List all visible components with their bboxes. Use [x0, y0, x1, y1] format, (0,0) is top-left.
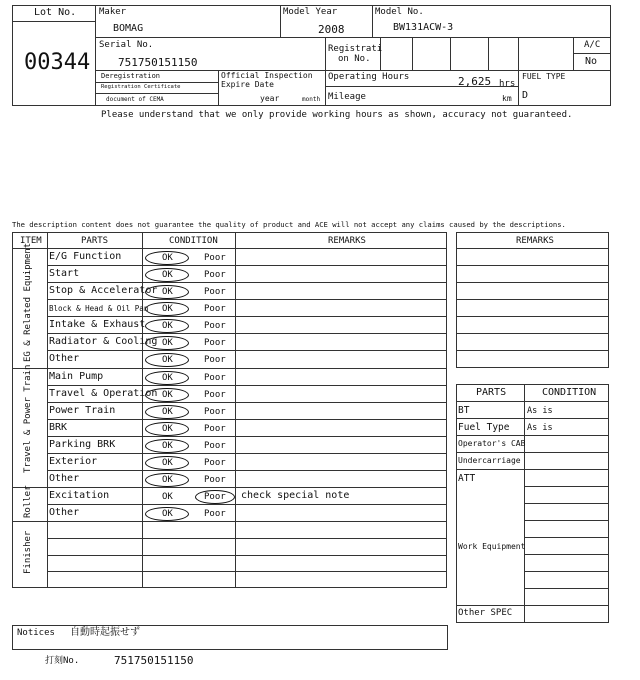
condition-poor-option[interactable]: Poor	[204, 269, 226, 280]
cema-label: document of CEMA	[106, 96, 164, 103]
condition-ok-option[interactable]: OK	[162, 491, 173, 502]
stamp-no-value: 751750151150	[114, 654, 194, 667]
inspection-label-1: Official Inspection	[221, 71, 313, 80]
right-condition-header: CONDITION	[542, 387, 597, 398]
operating-hours-label: Operating Hours	[328, 72, 410, 82]
condition-poor-option[interactable]: Poor	[204, 372, 226, 383]
remark-text: check special note	[241, 489, 350, 501]
selected-condition-circle	[145, 388, 189, 402]
group-label-finisher: Finisher	[23, 530, 33, 574]
condition-poor-option[interactable]: Poor	[204, 354, 226, 365]
stamp-no-label: 打刻No.	[45, 656, 80, 666]
condition-poor-option[interactable]: Poor	[204, 474, 226, 485]
part-name: Stop & Accelerator	[49, 284, 158, 296]
condition-poor-option[interactable]: Poor	[204, 303, 226, 314]
condition-ok-option[interactable]: OK	[162, 303, 173, 314]
lot-no-label: Lot No.	[34, 7, 77, 18]
part-name: Intake & Exhaust	[49, 318, 146, 330]
right-part-name: Operator's CAB	[458, 438, 526, 448]
part-name: BRK	[49, 421, 68, 433]
condition-ok-option[interactable]: OK	[162, 440, 173, 451]
col-condition-header: CONDITION	[169, 236, 218, 246]
condition-ok-option[interactable]: OK	[162, 372, 173, 383]
ac-value: No	[585, 56, 598, 67]
selected-condition-circle	[145, 473, 189, 487]
registration-cert-label: Registration Certificate	[101, 84, 181, 90]
model-year-value: 2008	[318, 23, 345, 36]
part-name: Travel & Operation	[49, 387, 158, 399]
selected-condition-circle	[145, 405, 189, 419]
condition-ok-option[interactable]: OK	[162, 389, 173, 400]
deregistration-label: Deregistration	[101, 72, 161, 80]
condition-poor-option[interactable]: Poor	[204, 508, 226, 519]
part-name: Other	[49, 506, 80, 518]
part-name: Excitation	[49, 489, 110, 501]
disclaimer: The description content does not guarantee the quality of product and ACE will not accept any claims caused by the descriptions.	[12, 220, 566, 229]
km-label: km	[502, 94, 512, 103]
hours-note: Please understand that we only provide working hours as shown, accuracy not guaranteed.	[101, 110, 573, 120]
condition-ok-option[interactable]: OK	[162, 457, 173, 468]
model-no-label: Model No.	[375, 7, 424, 17]
condition-poor-option[interactable]: Poor	[204, 457, 226, 468]
fuel-type-value: D	[522, 90, 529, 101]
col-item-header: ITEM	[20, 236, 42, 246]
right-part-name: Fuel Type	[458, 421, 510, 433]
right-condition-value: As is	[527, 405, 553, 416]
part-name: Power Train	[49, 404, 116, 416]
condition-ok-option[interactable]: OK	[162, 252, 173, 263]
selected-condition-circle	[145, 251, 189, 265]
part-name: Radiator & Cooling	[49, 335, 158, 347]
condition-poor-option[interactable]: Poor	[204, 389, 226, 400]
condition-poor-option[interactable]: Poor	[204, 286, 226, 297]
condition-poor-option[interactable]: Poor	[204, 423, 226, 434]
registration-label-1: Registrati	[328, 44, 383, 54]
group-label-travel: Travel & Power Train	[23, 364, 33, 473]
condition-poor-option[interactable]: Poor	[204, 320, 226, 331]
part-name: Start	[49, 267, 80, 279]
mileage-label: Mileage	[328, 92, 366, 102]
condition-poor-option[interactable]: Poor	[204, 252, 226, 263]
part-name: Other	[49, 472, 80, 484]
model-no-value: BW131ACW-3	[393, 22, 454, 33]
maker-label: Maker	[99, 7, 127, 17]
selected-condition-circle	[145, 422, 189, 436]
condition-ok-option[interactable]: OK	[162, 508, 173, 519]
other-spec-label: Other SPEC	[458, 608, 513, 618]
condition-poor-option[interactable]: Poor	[204, 440, 226, 451]
ac-label: A/C	[584, 40, 601, 50]
part-name: Parking BRK	[49, 438, 116, 450]
right-part-name: BT	[458, 404, 470, 416]
lot-no-value: 00344	[24, 50, 91, 75]
selected-condition-circle	[145, 319, 189, 333]
col-parts-header: PARTS	[81, 236, 109, 246]
condition-poor-option[interactable]: Poor	[204, 406, 226, 417]
right-condition-value: As is	[527, 422, 553, 433]
selected-condition-circle	[195, 490, 235, 504]
year-label: year	[260, 94, 280, 103]
selected-condition-circle	[145, 456, 189, 470]
maker-value: BOMAG	[113, 23, 144, 34]
part-name: Other	[49, 352, 80, 364]
right-remarks-header: REMARKS	[516, 236, 554, 246]
model-year-label: Model Year	[283, 7, 338, 17]
part-name: Block & Head & Oil Pan	[49, 303, 149, 313]
selected-condition-circle	[145, 507, 189, 521]
right-part-name: ATT	[458, 472, 476, 484]
condition-ok-option[interactable]: OK	[162, 320, 173, 331]
notices-label: Notices	[17, 628, 55, 638]
condition-ok-option[interactable]: OK	[162, 474, 173, 485]
hrs-label: hrs	[499, 79, 516, 89]
col-remarks-header: REMARKS	[328, 236, 366, 246]
registration-label-2: on No.	[338, 54, 371, 64]
operating-hours-value: 2,625	[458, 75, 492, 88]
selected-condition-circle	[145, 302, 189, 316]
selected-condition-circle	[145, 268, 189, 282]
condition-ok-option[interactable]: OK	[162, 423, 173, 434]
serial-no-label: Serial No.	[99, 40, 154, 50]
condition-poor-option[interactable]: Poor	[204, 337, 226, 348]
month-label: month	[302, 96, 321, 103]
part-name: E/G Function	[49, 250, 122, 262]
serial-no-value: 751750151150	[118, 56, 198, 69]
selected-condition-circle	[145, 285, 189, 299]
selected-condition-circle	[145, 336, 189, 350]
condition-ok-option[interactable]: OK	[162, 286, 173, 297]
group-label-roller: Roller	[23, 485, 33, 518]
selected-condition-circle	[145, 353, 189, 367]
inspection-label-2: Expire Date	[221, 80, 274, 89]
right-parts-header: PARTS	[476, 387, 507, 398]
selected-condition-circle	[145, 439, 189, 453]
selected-condition-circle	[145, 371, 189, 385]
notices-text: 自動時起振せず	[70, 627, 140, 638]
group-label-eg: EG & Related Equipment	[23, 242, 33, 362]
part-name: Exterior	[49, 455, 98, 467]
part-name: Main Pump	[49, 370, 104, 382]
condition-ok-option[interactable]: OK	[162, 269, 173, 280]
condition-poor-option[interactable]: Poor	[204, 491, 226, 502]
right-part-name: Undercarriage	[458, 455, 521, 465]
fuel-type-label: FUEL TYPE	[522, 72, 566, 81]
condition-ok-option[interactable]: OK	[162, 406, 173, 417]
condition-ok-option[interactable]: OK	[162, 354, 173, 365]
work-equipment-label: Work Equipment	[458, 542, 526, 551]
condition-ok-option[interactable]: OK	[162, 337, 173, 348]
